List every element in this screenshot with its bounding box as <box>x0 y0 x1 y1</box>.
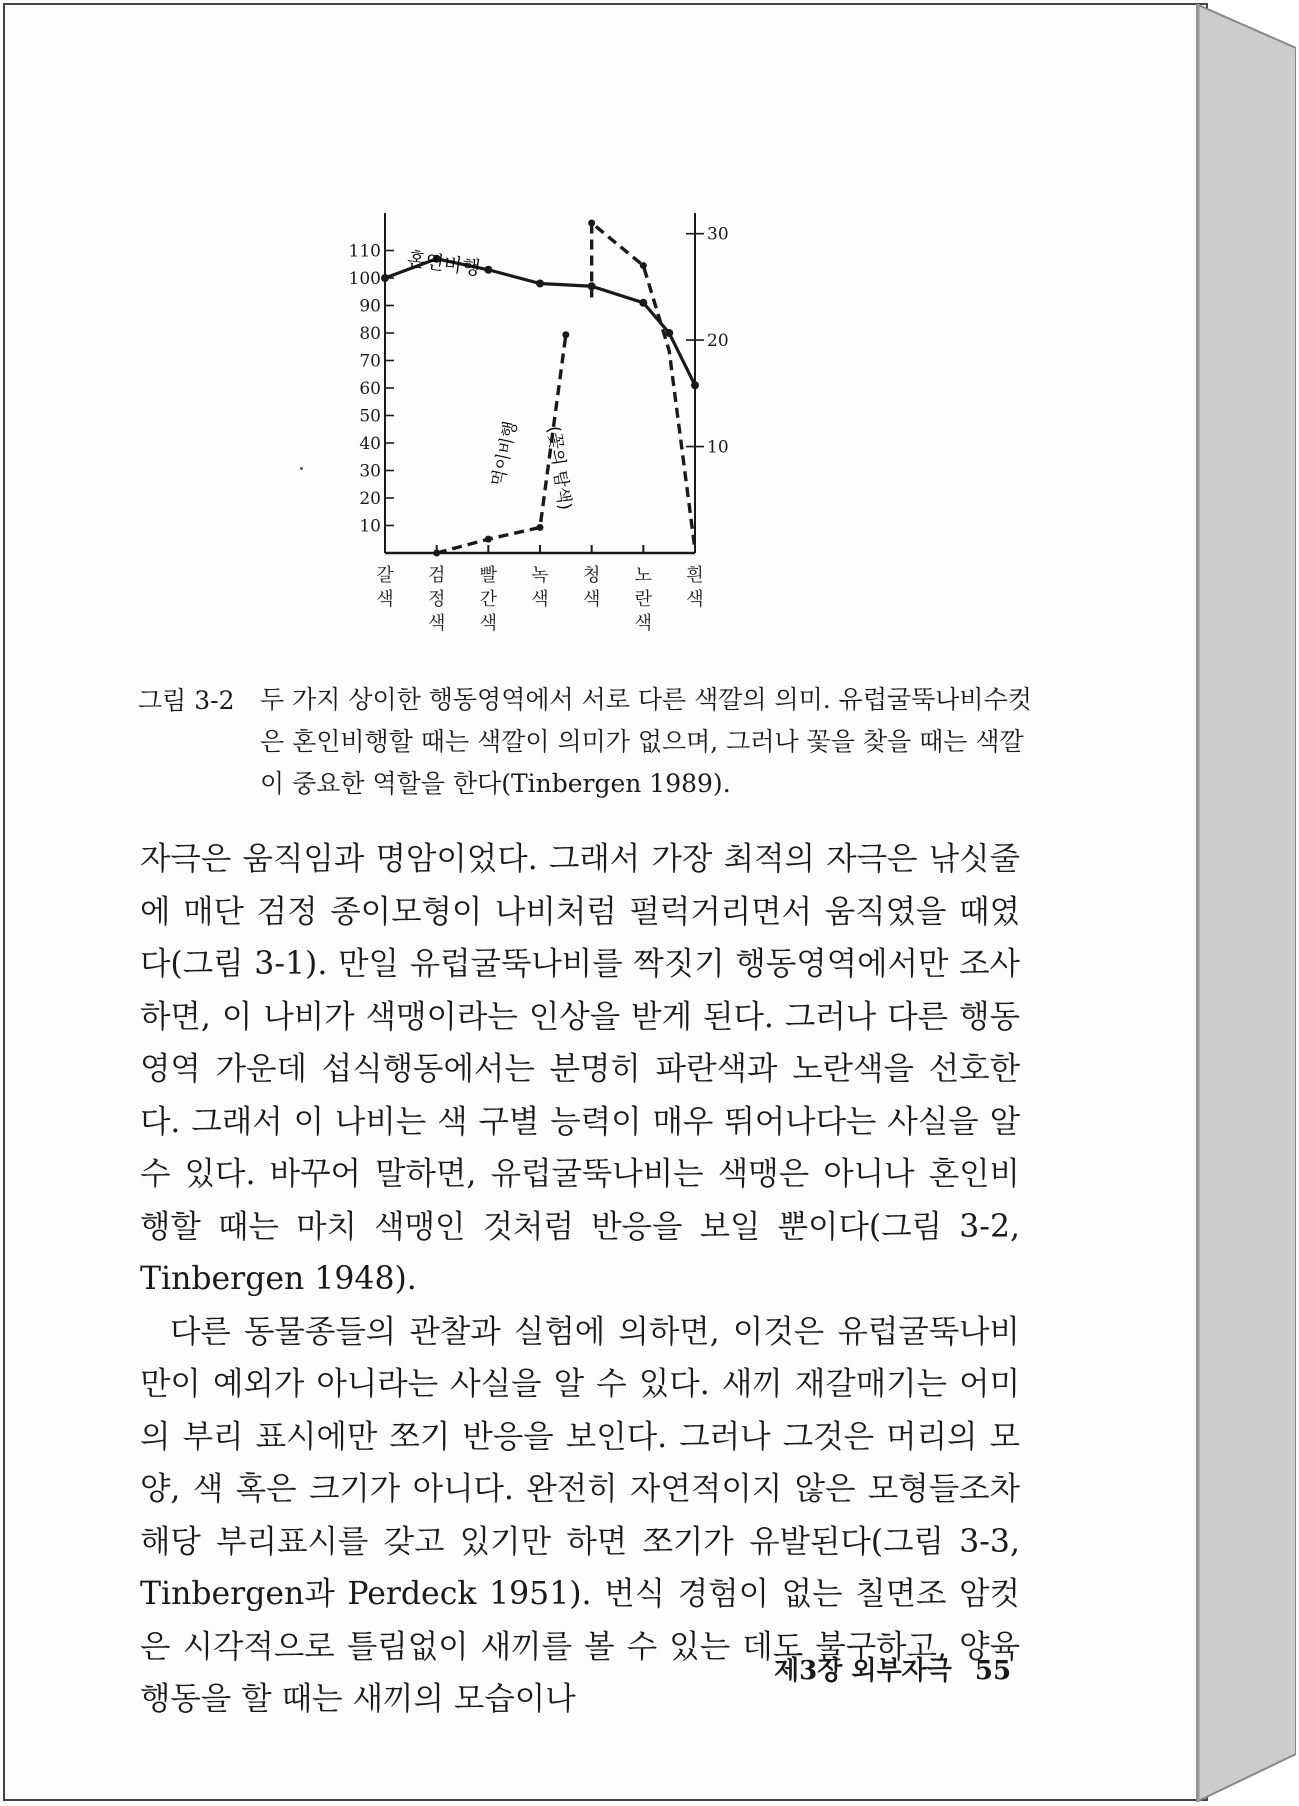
feeding-flight-point <box>433 550 440 557</box>
left-tick-label: 50 <box>359 406 381 427</box>
x-tick-label: 흰 <box>686 565 704 586</box>
left-tick-label: 80 <box>359 324 381 344</box>
x-tick-label: 간 <box>479 589 498 610</box>
body-text <box>140 833 1020 1726</box>
chapter-title: 제3장 외부자극 <box>774 1656 952 1686</box>
feeding-flight-label: 먹이비행 <box>488 419 522 489</box>
x-tick-label: 색 <box>479 613 498 634</box>
feeding-flight-point <box>588 220 595 227</box>
feeding-flight-point <box>485 536 492 543</box>
left-tick-label: 110 <box>348 241 381 262</box>
left-tick-label: 100 <box>348 269 381 289</box>
x-tick-label: 정 <box>427 589 446 610</box>
left-tick-label: 10 <box>359 516 381 537</box>
mating-flight-point <box>639 299 647 307</box>
edge-face <box>1196 4 1296 1802</box>
x-tick-label: 검 <box>427 565 446 586</box>
left-tick-label: 40 <box>359 434 381 454</box>
mating-flight-point <box>381 274 389 282</box>
scan-speck <box>300 467 303 470</box>
right-axis-ticks <box>686 225 729 458</box>
mating-flight-label: 혼인비행 <box>405 247 482 280</box>
x-axis-labels <box>376 564 703 634</box>
paragraph: 다른 동물종들의 관찰과 실험에 의하면, 이것은 유럽굴뚝나비만이 예외가 아니라는 사실을 알 수 있다. 새끼 재갈매기는 어미의 부리 표시에만 쪼기 반응을 보인다. 그러나 그것은 머리의 모양, 색 혹은 크기가 아니다. 완전히 자연적이지 않은 모형들조차 해당 부리표시를 갖고 있기만 하면 쪼기가 유발된다(그림 3-3, Tinbergen과 Perdeck 1951). 번식 경험이 없는 칠면조 암컷은 시각적으로 틀림없이 새끼를 볼 수 있는 데도 불구하고, 양육행동을 할 때는 새끼의 모습이나 <box>140 1313 1020 1717</box>
mating-flight-line <box>385 259 695 386</box>
mating-flight-series <box>381 255 699 390</box>
left-tick-label: 30 <box>359 461 381 482</box>
x-tick-label: 색 <box>686 589 704 610</box>
left-tick-label: 20 <box>359 489 381 509</box>
flower-search-label: (꽃의 탐색) <box>543 424 575 512</box>
page-footer <box>774 1650 1025 1687</box>
caption-line: 은 혼인비행할 때는 색깔이 의미가 없으며, 그러나 꽃을 찾을 때는 색깔 <box>260 727 1024 756</box>
feeding-flight-point <box>562 331 569 338</box>
color-response-chart <box>345 205 765 645</box>
left-axis-ticks <box>349 242 394 537</box>
x-tick-label: 색 <box>427 613 446 634</box>
x-tick-label: 노 <box>634 565 653 586</box>
x-tick-label: 청 <box>582 565 601 586</box>
mating-flight-point <box>691 381 699 389</box>
left-tick-label: 60 <box>359 379 381 399</box>
x-tick-label: 색 <box>634 613 653 634</box>
feeding-flight-point <box>640 262 647 269</box>
mating-flight-point <box>484 266 492 274</box>
caption-line: 이 중요한 역할을 한다(Tinbergen 1989). <box>260 769 731 798</box>
page-stack-edge <box>1196 4 1296 1802</box>
x-tick-label: 색 <box>531 589 549 610</box>
mating-flight-point <box>536 280 544 288</box>
left-tick-label: 70 <box>359 351 381 372</box>
x-tick-label: 색 <box>376 589 394 610</box>
right-tick-label: 30 <box>707 224 729 245</box>
page-number: 55 <box>974 1656 1012 1686</box>
feeding-flight-point <box>537 524 544 531</box>
x-tick-label: 갈 <box>376 565 394 586</box>
x-tick-label: 녹 <box>531 565 549 586</box>
x-tick-label: 색 <box>582 589 601 610</box>
feeding-flight-line <box>592 223 695 550</box>
figure-caption-label: 그림 3-2 <box>138 686 235 715</box>
left-tick-label: 90 <box>359 296 381 317</box>
x-tick-label: 란 <box>634 589 653 610</box>
paragraph: 자극은 움직임과 명암이었다. 그래서 가장 최적의 자극은 낚싯줄에 매단 검정 종이모형이 나비처럼 펄럭거리면서 움직였을 때였다(그림 3-1). 만일 유럽굴뚝나비를 짝짓기 행동영역에서만 조사하면, 이 나비가 색맹이라는 인상을 받게 된다. 그러나 다른 행동영역 가운데 섭식행동에서는 분명히 파란색과 노란색을 선호한다. 그래서 이 나비는 색 구별 능력이 매우 뛰어나다는 사실을 알 수 있다. 바꾸어 말하면, 유럽굴뚝나비는 색맹은 아니나 혼인비행할 때는 마치 색맹인 것처럼 반응을 보일 뿐이다(그림 3-2, Tinbergen 1948). <box>140 841 1020 1297</box>
right-tick-label: 20 <box>707 331 729 352</box>
right-tick-label: 10 <box>707 437 729 458</box>
figure-caption <box>260 679 1040 805</box>
caption-line: 두 가지 상이한 행동영역에서 서로 다른 색깔의 의미. 유럽굴뚝나비수컷 <box>260 685 1032 714</box>
x-tick-label: 빨 <box>479 565 498 586</box>
